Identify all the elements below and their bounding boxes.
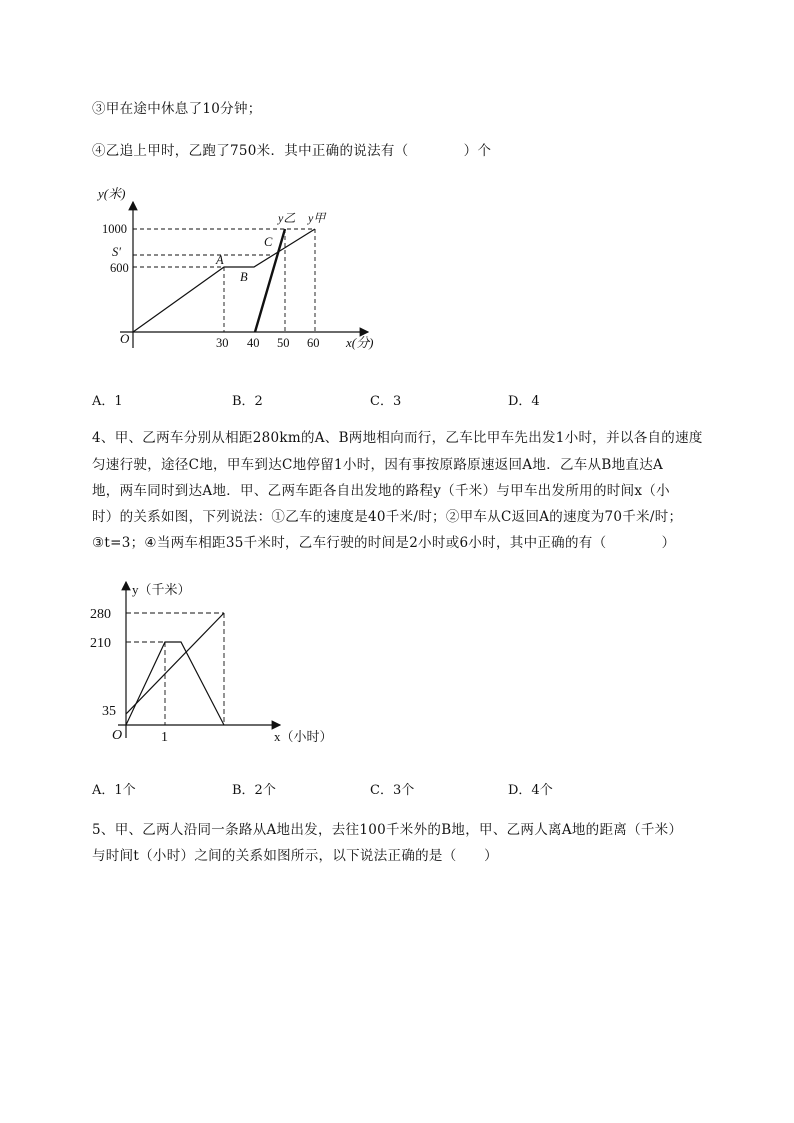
q3-statement-3: ③甲在途中休息了10分钟； <box>92 101 262 117</box>
q3-x-tick-40: 40 <box>247 336 260 350</box>
q5-text-line-2: 与时间t（小时）之间的关系如图所示，以下说法正确的是（ ） <box>92 848 498 864</box>
q4-y-tick-280: 280 <box>90 607 111 622</box>
q4-option-b[interactable]: B．2个 <box>232 783 276 798</box>
q3-x-axis-label: x(分) <box>346 335 374 350</box>
q4-text-line-5: ③t=3；④当两车相距35千米时，乙车行驶的时间是2小时或6小时，其中正确的有（ ） <box>92 535 676 551</box>
q3-point-b: B <box>240 270 248 284</box>
q3-y-tick-1000: 1000 <box>102 222 127 236</box>
q3-option-c[interactable]: C．3 <box>370 394 402 409</box>
q3-statement-4: ④乙追上甲时，乙跑了750米．其中正确的说法有（ ）个 <box>92 143 492 159</box>
q4-text-line-2: 匀速行驶，途径C地，甲车到达C地停留1小时，因有事按原路原速返回A地．乙车从B地直达A <box>92 457 664 473</box>
q4-y-tick-35: 35 <box>102 704 116 719</box>
q3-y-axis-label: y(米) <box>98 186 126 201</box>
q4-distance-time-graph <box>88 578 368 753</box>
q4-origin: O <box>112 728 123 743</box>
q4-line-yi <box>126 642 224 725</box>
q4-text-line-3: 地，两车同时到达A地．甲、乙两车距各自出发地的路程y（千米）与甲车出发所用的时间x（小 <box>92 483 670 499</box>
q4-text-line-4: 时）的关系如图，下列说法：①乙车的速度是40千米/时；②甲车从C返回A的速度为70千米/时； <box>92 509 683 525</box>
q3-option-d[interactable]: D．4 <box>508 394 540 409</box>
q4-line-jia <box>126 613 224 714</box>
q3-option-a[interactable]: A．1 <box>92 394 123 409</box>
q4-option-c[interactable]: C．3个 <box>370 783 415 798</box>
q3-point-c: C <box>264 235 273 249</box>
q4-option-d[interactable]: D．4个 <box>508 783 553 798</box>
q3-point-a: A <box>216 253 224 267</box>
q3-label-y-jia: y甲 <box>308 211 326 225</box>
q3-y-tick-600: 600 <box>110 261 129 275</box>
q4-text-line-1: 4、甲、乙两车分别从相距280km的A、B两地相向而行，乙车比甲车先出发1小时，并以各自的速度 <box>92 430 703 446</box>
q4-option-a[interactable]: A．1个 <box>92 783 136 798</box>
q4-x-tick-1: 1 <box>161 730 168 745</box>
q4-y-tick-210: 210 <box>90 636 111 651</box>
q3-x-tick-30: 30 <box>216 336 229 350</box>
q5-text-line-1: 5、甲、乙两人沿同一条路从A地出发，去往100千米外的B地，甲、乙两人离A地的距离（千米） <box>92 822 683 838</box>
q3-x-tick-50: 50 <box>277 336 290 350</box>
q3-distance-time-graph <box>92 180 392 355</box>
q3-origin: O <box>120 331 130 346</box>
q3-option-b[interactable]: B．2 <box>232 394 263 409</box>
q3-y-tick-s: S′ <box>112 245 121 259</box>
q3-x-tick-60: 60 <box>307 336 320 350</box>
q4-x-axis-label: x（小时） <box>274 729 333 744</box>
q3-label-y-yi: y乙 <box>278 211 296 225</box>
q4-y-axis-label: y（千米） <box>132 582 191 597</box>
